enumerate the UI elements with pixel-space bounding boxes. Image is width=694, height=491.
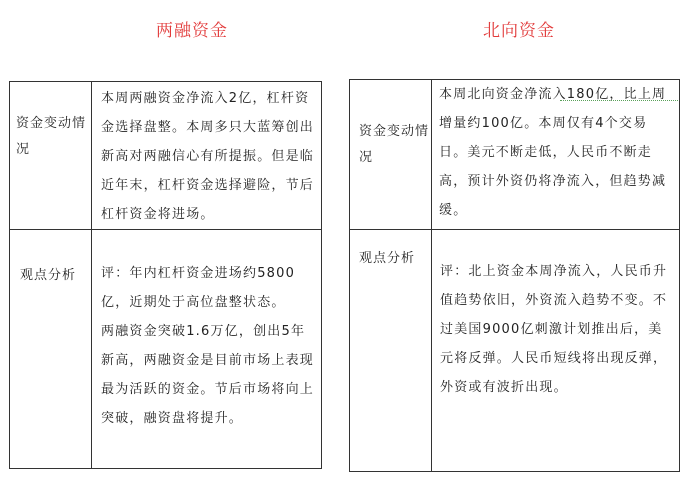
- row-content-cell: [92, 82, 322, 230]
- table-row: [10, 230, 322, 469]
- row-label-fund-change: 资金变动情况: [16, 116, 87, 157]
- analysis-text: [432, 230, 679, 402]
- paragraph: 评：北上资金本周净流入，人民币升值趋势依旧，外资流入趋势不变。不过美国9000亿刺激计划推出后，美元将反弹。人民币短线将出现反弹，外资或有波折出现。: [440, 264, 668, 395]
- northbound-funds-table: [349, 79, 680, 472]
- row-content-cell: [432, 80, 680, 230]
- spellcheck-underline: [560, 100, 678, 101]
- paragraph: 本周两融资金净流入2亿，杠杆资金选择盘整。本周多只大蓝筹创出新高对两融信心有所提振。但是临近年末，杠杆资金选择避险，节后杠杆资金将进场。: [101, 91, 315, 222]
- row-content-cell: [432, 230, 680, 472]
- row-label-cell: [10, 230, 92, 469]
- table-row: [350, 230, 680, 472]
- margin-financing-table: [9, 81, 322, 469]
- right-section-title: 北向资金: [483, 21, 555, 41]
- row-label-analysis: 观点分析: [20, 268, 77, 283]
- row-content-cell: [92, 230, 322, 469]
- left-section-title: 两融资金: [156, 21, 228, 41]
- row-label-fund-change: 资金变动情况: [359, 124, 430, 165]
- fund-change-text: [432, 80, 679, 225]
- row-label-cell: [10, 82, 92, 230]
- row-label-cell: [350, 230, 432, 472]
- analysis-text: [92, 230, 321, 433]
- fund-change-text: [92, 82, 321, 229]
- table-row: [350, 80, 680, 230]
- row-label-analysis: 观点分析: [359, 251, 416, 266]
- row-label-cell: [350, 80, 432, 230]
- paragraph: 两融资金突破1.6万亿，创出5年新高，两融资金是目前市场上表现最为活跃的资金。节后市场将向上突破，融资盘将提升。: [101, 324, 315, 426]
- paragraph: 评：年内杠杆资金进场约5800亿，近期处于高位盘整状态。: [101, 266, 296, 310]
- paragraph: 本周北向资金净流入180亿，比上周增量约100亿。本周仅有4个交易日。美元不断走低，人民币不断走高，预计外资仍将净流入，但趋势减缓。: [439, 87, 667, 218]
- table-row: [10, 82, 322, 230]
